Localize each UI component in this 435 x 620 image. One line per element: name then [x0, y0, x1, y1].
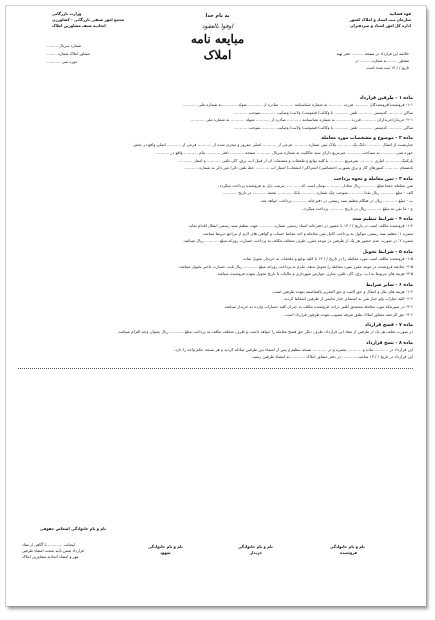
- motto: اوفوا بالعقود: [201, 23, 234, 30]
- contract-clause: ۳-۶- در صورتیکه مورد معامله مستحق للغیر درآید، فروشنده مکلف به جبران کلیه خسارات وارده به خریدار میباشد.: [223, 305, 413, 309]
- contract-clause: ۴-۶- حق الزحمه مشاور املاک طبق تعرفه مصوب بعهده طرفین قرارداد است.: [283, 312, 413, 317]
- basmala: به نام خدا: [205, 13, 230, 19]
- contract-clause: حوزه ثبتی ........... به مساحت ........... مترمربع دارای سند مالکیت به شماره سریال ........... صفحه ........... دفتر ........... بنام ........... واقع در ...........: [155, 151, 413, 155]
- section-heading: ماده ۳ - ثمن معامله و نحوه پرداخت: [333, 176, 413, 182]
- section-heading: ماده ۵ - شرایط تحویل: [362, 250, 413, 255]
- header-left-line: مجمع امور صنفی بازرگانی - کشاورزی: [52, 17, 125, 22]
- contract-subtitle: املاک: [203, 48, 232, 62]
- section-heading: ماده ۶ - سایر شرایط: [365, 282, 413, 288]
- buyer-signature-label: نام و نام خانوادگی: [238, 544, 273, 549]
- contract-clause: عبارتست از انتقال ........... دانگ یک ........... پلاک ثبتی شماره ........... فرعی از ........... اصلی مفروز و مجزی شده از ........... فرعی از ........... اصلی واقع در بخش: [133, 143, 413, 148]
- section-heading: ماده ۲ - موضوع و مشخصات مورد معامله: [321, 136, 413, 142]
- header-left-field: مشاور املاک شماره .........: [46, 51, 90, 56]
- section-heading: ماده ۱ - طرفین قرارداد: [359, 96, 413, 101]
- header-right-line: قوه قضائیه: [389, 11, 411, 16]
- seller-signature-label: نام و نام خانوادگی: [330, 544, 365, 549]
- header-left-field: شماره سریال ..........: [46, 43, 82, 48]
- seller-signature-role: فروشنده: [340, 550, 357, 555]
- contract-clause: ساکن ........... کدپستی ........... تلفن ........... با وکالت/ قیمومت/ ولایت/ وصایت ........... بموجب ...........: [233, 125, 413, 130]
- section-heading: ماده ۷ - فسخ قرارداد: [364, 323, 413, 329]
- header-left-field: حوزه ثبتی ............: [46, 59, 78, 64]
- header-right-field: خلاصه این قرارداد در صفحه .......... دفتر تهیه: [336, 51, 409, 56]
- contract-clause: تبصره ۱: تنظیم سند رسمی موکول به پرداخت کامل ثمن معامله و اخذ مفاصا حساب و گواهی های لازم از مراجع ذیربط میباشد.: [201, 231, 413, 236]
- witness-signature-label: نام و نام خانوادگی: [148, 544, 183, 549]
- contract-clause: این قرارداد در ........... ماده و ........... تبصره و در ........... نسخه تنظیم و پس از امضاء بین طرفین مبادله گردید و هر نسخه حکم واحد را دارد.: [173, 347, 413, 352]
- contract-clause: الف - مبلغ ........... ریال نقداً ........... بموجب چک شماره ........... بانک ........... شعبه ........... در تاریخ ...........: [223, 191, 413, 196]
- legal-entity-label: نام و نام خانوادگی اشخاص حقوقی: [40, 526, 106, 531]
- section-heading: ماده ۴ - شرایط تنظیم سند: [352, 217, 413, 223]
- header-left-line: وزارت بازرگانی: [52, 11, 82, 16]
- contract-clause: این قرارداد در تاریخ / / ۱۳ ساعت ........... در دفتر مشاور املاک ........... به امضاء طرفین رسید.: [251, 355, 413, 360]
- header-right-line: اداره کل امور اسناد و سردفتران: [350, 23, 411, 28]
- agency-attestation-line: قرارداد ضمن تأیید صحت امضاء طرفین: [22, 548, 84, 553]
- contract-clause: ب - مبلغ ........... ریال در هنگام تنظیم سند رسمی در دفترخانه ........... پرداخت خواهد شد.: [259, 199, 413, 203]
- contract-title: مبایعه نامه: [190, 32, 245, 46]
- agency-attestation-line: اینجانب ............ با آگاهی از مفاد: [22, 542, 76, 547]
- contract-clause: ۲-۶- کلیه خیارات ولو خیار غبن به استثنای خیار تدلیس از طرفین اسقاط گردید.: [282, 297, 413, 302]
- contract-clause: ۲-۱- خریدار/خریداران ........... فرزند ........... به شماره شناسنامه ........... صادره از ........... متولد ........... به شماره ملی ...........: [190, 118, 413, 123]
- contract-clause: ۲-۵- چنانچه فروشنده در موعد مقرر مورد معامله را تحویل ندهد، ملزم به پرداخت روزانه مبلغ ........... ریال بابت خسارت تأخیر تحویل میباشد.: [177, 264, 413, 269]
- header-left-line: اتحادیه صنف مشاورین املاک: [52, 23, 106, 28]
- contract-clause: ۱-۵- فروشنده مکلف است مورد معامله را در تاریخ / / ۱۳ با کلیه توابع و ملحقات به خریدار تحویل نماید.: [242, 257, 413, 261]
- header-right-field: تاریخ / / ۱۳ ثبت شده است: [366, 65, 409, 70]
- header-right-line: سازمان ثبت اسناد و املاک کشور: [349, 17, 411, 22]
- contract-clause: ۱-۴- فروشنده مکلف است در تاریخ / / ۱۳ با حضور در دفترخانه اسناد رسمی شماره ........... جهت تنظیم سند رسمی انتقال اقدام نماید.: [187, 224, 413, 229]
- contract-clause: بانضمام ........... کنتورهای گاز و برق بصورت اختصاصی/ اشتراکی/ انشعاب/ امتیاز آب ........... خط تلفن دائر/ غیر دائر به شماره ...........: [184, 166, 413, 171]
- contract-clause: ثمن معامله جمعاً مبلغ ........... ریال معادل ........... تومان است که ........... بترتیب ذیل به فروشنده پرداخت میگردد.: [218, 183, 413, 188]
- section-heading: ماده ۸ - نسخ قرارداد: [366, 340, 413, 346]
- witness-signature-role: شهود: [160, 550, 171, 555]
- contract-clause: در صورت تخلف هر یک از طرفین از مفاد این قرارداد، طرف دیگر حق فسخ معامله را خواهد داشت و طرف متخلف مکلف به پرداخت مبلغ ........... ریال بعنوان وجه التزام میباشد.: [117, 330, 413, 335]
- contract-clause: ج - ما بقی به مبلغ ........... ریال در تاریخ ........... پرداخت میگردد.: [301, 206, 413, 211]
- contract-clause: پارکینگ ........... انباری ........... مترمربع ........... با کلیه توابع و ملحقات و منضمات آن از قبیل آب، برق، گاز، تلفن ........... و امتیاز ...........: [178, 158, 413, 163]
- separator-line: [18, 368, 413, 369]
- contract-clause: ساکن ........... کدپستی ........... تلفن ........... با وکالت/ قیمومت/ ولایت/ وصایت ........... بموجب ...........: [233, 110, 413, 115]
- contract-clause: ۱-۶- هزینه های نقل و انتقال و حق الثبت و حق التحریر بالمناصفه بعهده طرفین است.: [271, 289, 413, 294]
- contract-clause: ۳-۵- هزینه های مربوط به آب، برق، گاز، تلفن، شارژ، عوارض شهرداری و مالیات تا تاریخ تحویل بعهده فروشنده میباشد.: [216, 272, 413, 277]
- buyer-signature-role: خریدار: [250, 550, 263, 555]
- contract-clause: تبصره ۲: در صورت عدم حضور هر یک از طرفین در موعد مقرر، طرف متخلف مکلف به پرداخت خسارت روزانه مبلغ ........... ریال میباشد.: [182, 239, 413, 244]
- header-right-field: مشاور ........ به شماره ......... در: [355, 58, 409, 63]
- contract-clause: ۱-۱- فروشنده/فروشندگان ........... فرزند ........... به شماره شناسنامه ........... صادره از ........... متولد ........... به شماره ملی ...........: [182, 103, 413, 107]
- agency-attestation-line: مهر و امضاء اتحادیه مشاورین املاک: [22, 554, 79, 559]
